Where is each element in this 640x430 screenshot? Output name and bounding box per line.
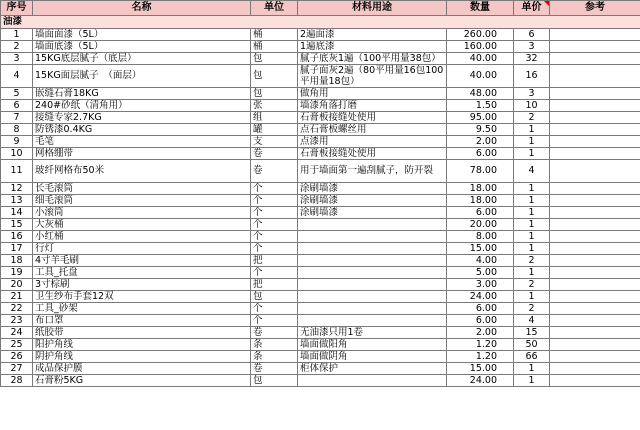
cell-qty: 2.00 (447, 327, 514, 339)
cell-qty: 78.00 (447, 160, 514, 183)
cell-unit: 个 (251, 195, 298, 207)
cell-qty: 6.00 (447, 207, 514, 219)
cell-name: 行灯 (33, 243, 251, 255)
cell-price: 4 (514, 315, 550, 327)
cell-qty: 18.00 (447, 183, 514, 195)
cell-name: 玻纤网格布50米 (33, 160, 251, 183)
cell-name: 细毛滚筒 (33, 195, 251, 207)
cell-unit: 个 (251, 267, 298, 279)
header-no: 序号 (1, 1, 33, 16)
cell-name: 15KG底层腻子（底层） (33, 53, 251, 65)
table-row (1, 363, 640, 375)
cell-no: 13 (1, 195, 33, 207)
cell-qty: 1.20 (447, 351, 514, 363)
cell-unit: 卷 (251, 327, 298, 339)
cell-price: 2 (514, 303, 550, 315)
cell-usage (298, 243, 447, 255)
cell-unit: 支 (251, 136, 298, 148)
cell-price: 1 (514, 219, 550, 231)
table-row (1, 41, 640, 53)
cell-price: 1 (514, 375, 550, 387)
cell-price: 1 (514, 207, 550, 219)
table-row (1, 112, 640, 124)
table-row (1, 160, 640, 183)
cell-name: 成品保护膜 (33, 363, 251, 375)
table-row (1, 231, 640, 243)
cell-qty: 8.00 (447, 231, 514, 243)
cell-price: 10 (514, 100, 550, 112)
cell-name: 工具_托盘 (33, 267, 251, 279)
cell-name: 小红桶 (33, 231, 251, 243)
cell-price: 4 (514, 160, 550, 183)
cell-unit: 条 (251, 339, 298, 351)
cell-no: 6 (1, 100, 33, 112)
cell-unit: 卷 (251, 148, 298, 160)
cell-name: 长毛滚筒 (33, 183, 251, 195)
cell-ref (550, 207, 640, 219)
cell-unit: 罐 (251, 124, 298, 136)
cell-name: 纸胶带 (33, 327, 251, 339)
cell-no: 23 (1, 315, 33, 327)
cell-name: 工具_砂架 (33, 303, 251, 315)
cell-no: 7 (1, 112, 33, 124)
table-row (1, 255, 640, 267)
cell-usage: 1遍底漆 (298, 41, 447, 53)
cell-qty: 24.00 (447, 291, 514, 303)
cell-name: 接缝专家2.7KG (33, 112, 251, 124)
cell-price: 1 (514, 291, 550, 303)
cell-usage (298, 375, 447, 387)
header-qty: 数量 (447, 1, 514, 16)
cell-price: 1 (514, 148, 550, 160)
cell-qty: 2.00 (447, 136, 514, 148)
cell-qty: 4.00 (447, 255, 514, 267)
cell-price: 1 (514, 267, 550, 279)
cell-name: 卫生纱布手套12双 (33, 291, 251, 303)
table-row (1, 327, 640, 339)
cell-ref (550, 291, 640, 303)
table-row (1, 315, 640, 327)
cell-usage (298, 291, 447, 303)
cell-unit: 桶 (251, 29, 298, 41)
cell-ref (550, 351, 640, 363)
cell-qty: 20.00 (447, 219, 514, 231)
cell-ref (550, 160, 640, 183)
materials-table-body (1, 1, 640, 387)
table-row (1, 207, 640, 219)
cell-price: 16 (514, 65, 550, 88)
cell-no: 19 (1, 267, 33, 279)
table-row (1, 219, 640, 231)
cell-ref (550, 363, 640, 375)
table-row (1, 351, 640, 363)
cell-no: 16 (1, 231, 33, 243)
cell-name: 3寸棕刷 (33, 279, 251, 291)
cell-usage (298, 303, 447, 315)
cell-qty: 40.00 (447, 53, 514, 65)
cell-unit: 把 (251, 255, 298, 267)
cell-name: 墙面面漆（5L） (33, 29, 251, 41)
section-title: 油漆 (1, 16, 640, 29)
cell-price: 1 (514, 195, 550, 207)
cell-name: 阳护角线 (33, 339, 251, 351)
cell-usage: 石膏板接缝处使用 (298, 148, 447, 160)
cell-qty: 15.00 (447, 363, 514, 375)
cell-ref (550, 100, 640, 112)
cell-no: 28 (1, 375, 33, 387)
cell-name: 15KG面层腻子 （面层） (33, 65, 251, 88)
cell-no: 15 (1, 219, 33, 231)
cell-qty: 48.00 (447, 88, 514, 100)
cell-usage: 柜体保护 (298, 363, 447, 375)
table-row (1, 53, 640, 65)
cell-name: 阴护角线 (33, 351, 251, 363)
cell-no: 5 (1, 88, 33, 100)
cell-name: 大灰桶 (33, 219, 251, 231)
cell-usage: 用于墙面第一遍刮腻子，防开裂 (298, 160, 447, 183)
cell-name: 毛笔 (33, 136, 251, 148)
cell-qty: 24.00 (447, 375, 514, 387)
cell-no: 8 (1, 124, 33, 136)
cell-no: 25 (1, 339, 33, 351)
cell-usage: 涂刷墙漆 (298, 207, 447, 219)
cell-ref (550, 41, 640, 53)
cell-no: 10 (1, 148, 33, 160)
cell-unit: 个 (251, 315, 298, 327)
cell-price: 1 (514, 231, 550, 243)
cell-price: 3 (514, 41, 550, 53)
cell-no: 17 (1, 243, 33, 255)
cell-price: 66 (514, 351, 550, 363)
cell-ref (550, 53, 640, 65)
cell-unit: 包 (251, 88, 298, 100)
cell-usage: 点石膏板螺丝用 (298, 124, 447, 136)
cell-name: 石膏粉5KG (33, 375, 251, 387)
cell-ref (550, 88, 640, 100)
cell-no: 4 (1, 65, 33, 88)
cell-ref (550, 29, 640, 41)
cell-name: 防锈漆0.4KG (33, 124, 251, 136)
cell-unit: 个 (251, 183, 298, 195)
cell-usage (298, 267, 447, 279)
cell-usage (298, 231, 447, 243)
table-row (1, 29, 640, 41)
cell-unit: 包 (251, 65, 298, 88)
cell-name: 墙面底漆（5L） (33, 41, 251, 53)
cell-price: 1 (514, 243, 550, 255)
cell-unit: 包 (251, 53, 298, 65)
cell-name: 小滚筒 (33, 207, 251, 219)
cell-name: 网格绷带 (33, 148, 251, 160)
cell-no: 27 (1, 363, 33, 375)
cell-unit: 包 (251, 291, 298, 303)
cell-unit: 组 (251, 112, 298, 124)
cell-unit: 桶 (251, 41, 298, 53)
header-row (1, 1, 640, 16)
cell-usage: 墙面做阴角 (298, 351, 447, 363)
table-row (1, 291, 640, 303)
cell-usage (298, 255, 447, 267)
header-ref: 参考 (550, 1, 640, 16)
cell-ref (550, 148, 640, 160)
cell-qty: 15.00 (447, 243, 514, 255)
cell-no: 18 (1, 255, 33, 267)
table-row (1, 195, 640, 207)
cell-price: 32 (514, 53, 550, 65)
header-name: 名称 (33, 1, 251, 16)
cell-unit: 卷 (251, 160, 298, 183)
cell-usage: 2遍面漆 (298, 29, 447, 41)
cell-usage (298, 315, 447, 327)
cell-no: 9 (1, 136, 33, 148)
cell-qty: 6.00 (447, 315, 514, 327)
table-row (1, 243, 640, 255)
cell-unit: 个 (251, 303, 298, 315)
cell-usage: 无油漆只用1卷 (298, 327, 447, 339)
cell-no: 26 (1, 351, 33, 363)
cell-ref (550, 65, 640, 88)
cell-ref (550, 327, 640, 339)
cell-price: 2 (514, 279, 550, 291)
cell-usage: 涂刷墙漆 (298, 183, 447, 195)
table-row (1, 339, 640, 351)
cell-usage (298, 219, 447, 231)
cell-no: 24 (1, 327, 33, 339)
table-row (1, 148, 640, 160)
cell-no: 14 (1, 207, 33, 219)
cell-no: 22 (1, 303, 33, 315)
header-unit: 单位 (251, 1, 298, 16)
cell-usage: 点漆用 (298, 136, 447, 148)
cell-ref (550, 183, 640, 195)
cell-unit: 包 (251, 375, 298, 387)
cell-no: 12 (1, 183, 33, 195)
cell-qty: 95.00 (447, 112, 514, 124)
cell-qty: 9.50 (447, 124, 514, 136)
section-row (1, 16, 640, 29)
header-price: 单价 (514, 1, 550, 16)
table-row (1, 88, 640, 100)
cell-ref (550, 315, 640, 327)
table-row (1, 124, 640, 136)
cell-unit: 个 (251, 207, 298, 219)
cell-price: 1 (514, 124, 550, 136)
table-row (1, 279, 640, 291)
cell-no: 20 (1, 279, 33, 291)
cell-ref (550, 279, 640, 291)
cell-usage: 做角用 (298, 88, 447, 100)
cell-no: 3 (1, 53, 33, 65)
cell-price: 2 (514, 255, 550, 267)
cell-unit: 条 (251, 351, 298, 363)
cell-qty: 18.00 (447, 195, 514, 207)
table-row (1, 100, 640, 112)
cell-ref (550, 219, 640, 231)
cell-qty: 160.00 (447, 41, 514, 53)
cell-usage: 腻子底灰1遍（100平用量38包） (298, 53, 447, 65)
table-row (1, 65, 640, 88)
header-usage: 材料用途 (298, 1, 447, 16)
cell-name: 布口罩 (33, 315, 251, 327)
cell-unit: 把 (251, 279, 298, 291)
table-row (1, 303, 640, 315)
table-row (1, 375, 640, 387)
cell-qty: 5.00 (447, 267, 514, 279)
cell-unit: 个 (251, 243, 298, 255)
cell-ref (550, 195, 640, 207)
cell-ref (550, 136, 640, 148)
cell-qty: 40.00 (447, 65, 514, 88)
cell-no: 1 (1, 29, 33, 41)
cell-name: 4寸羊毛刷 (33, 255, 251, 267)
cell-usage: 石膏板接缝处使用 (298, 112, 447, 124)
cell-price: 15 (514, 327, 550, 339)
cell-price: 1 (514, 183, 550, 195)
cell-qty: 260.00 (447, 29, 514, 41)
cell-ref (550, 375, 640, 387)
table-row (1, 183, 640, 195)
cell-qty: 1.50 (447, 100, 514, 112)
cell-unit: 个 (251, 219, 298, 231)
cell-ref (550, 339, 640, 351)
cell-qty: 6.00 (447, 148, 514, 160)
cell-unit: 张 (251, 100, 298, 112)
cell-no: 11 (1, 160, 33, 183)
cell-ref (550, 303, 640, 315)
cell-price: 1 (514, 363, 550, 375)
cell-price: 50 (514, 339, 550, 351)
cell-usage: 墙漆角落打磨 (298, 100, 447, 112)
cell-ref (550, 124, 640, 136)
cell-qty: 3.00 (447, 279, 514, 291)
cell-no: 2 (1, 41, 33, 53)
cell-unit: 卷 (251, 363, 298, 375)
cell-usage: 涂刷墙漆 (298, 195, 447, 207)
cell-usage (298, 279, 447, 291)
cell-price: 6 (514, 29, 550, 41)
cell-ref (550, 231, 640, 243)
cell-usage: 腻子面灰2遍（80平用量16包100平用量18包） (298, 65, 447, 88)
table-row (1, 136, 640, 148)
cell-ref (550, 267, 640, 279)
cell-name: 嵌缝石膏18KG (33, 88, 251, 100)
cell-ref (550, 112, 640, 124)
cell-no: 21 (1, 291, 33, 303)
cell-price: 2 (514, 112, 550, 124)
cell-unit: 个 (251, 231, 298, 243)
cell-qty: 6.00 (447, 303, 514, 315)
cell-name: 240#砂纸（清角用） (33, 100, 251, 112)
cell-qty: 1.20 (447, 339, 514, 351)
cell-price: 3 (514, 88, 550, 100)
cell-price: 1 (514, 136, 550, 148)
cell-ref (550, 255, 640, 267)
cell-usage: 墙面做阳角 (298, 339, 447, 351)
cell-ref (550, 243, 640, 255)
table-row (1, 267, 640, 279)
